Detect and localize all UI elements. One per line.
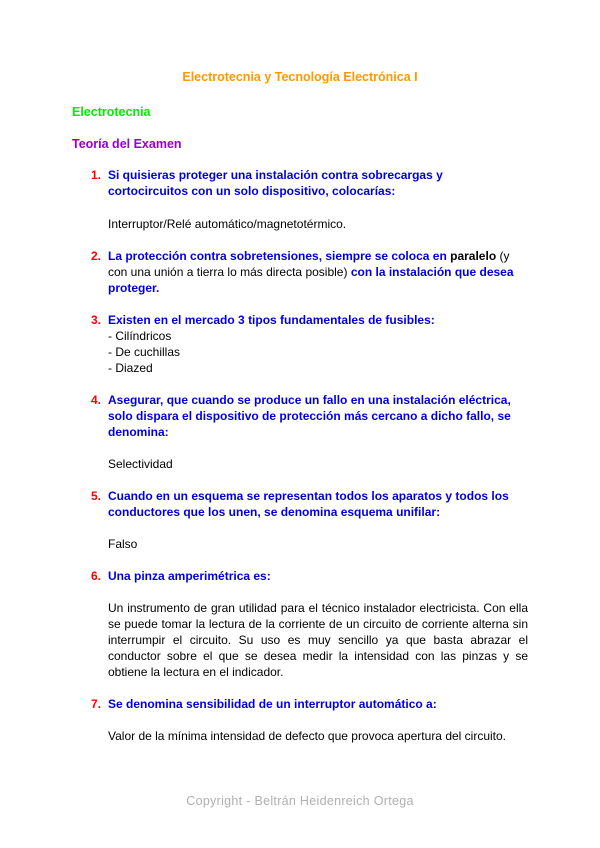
- answer-7: Valor de la mínima intensidad de defecto que provoca apertura del circuito.: [108, 729, 507, 743]
- question-text: Cuando en un esquema se representan todos los aparatos y todos los conductores que los unen, se denomina esquema unifilar:: [108, 489, 509, 519]
- question-number: 7.: [91, 697, 102, 711]
- list-item: - Diazed: [108, 361, 153, 375]
- question-text: Si quisieras proteger una instalación contra sobrecargas y cortocircuitos con un solo dispositivo, colocarías:: [108, 168, 443, 198]
- section-heading: Electrotecnia: [72, 105, 151, 119]
- fuse-types-list: [108, 328, 180, 376]
- question-text: Asegurar, que cuando se produce un fallo en una instalación eléctrica, solo dispara el dispositivo de protección más cercano a dicho fallo, se denomina:: [108, 393, 511, 439]
- question-emphasis: paralelo: [450, 249, 497, 263]
- question-text-part: La protección contra sobretensiones, siempre se coloca en: [108, 249, 451, 263]
- subsection-heading: Teoría del Examen: [72, 137, 182, 151]
- question-text: Una pinza amperimétrica es:: [108, 569, 271, 583]
- copyright-footer: Copyright - Beltrán Heidenreich Ortega: [186, 794, 414, 808]
- list-item: - De cuchillas: [108, 345, 181, 359]
- question-number: 4.: [91, 393, 102, 407]
- question-number: 1.: [91, 168, 102, 182]
- document-title: Electrotecnia y Tecnología Electrónica I: [182, 70, 418, 84]
- question-text-part: con la instalación que desea proteger.: [108, 265, 514, 295]
- list-item: - Cilíndricos: [108, 329, 172, 343]
- question-number: 5.: [91, 489, 102, 503]
- answer-4: Selectividad: [108, 457, 173, 471]
- answer-5: Falso: [108, 537, 138, 551]
- question-number: 6.: [91, 569, 102, 583]
- question-text: [108, 248, 522, 296]
- question-text: Existen en el mercado 3 tipos fundamentales de fusibles:: [108, 313, 435, 327]
- answer-1: Interruptor/Relé automático/magnetotérmico.: [108, 217, 347, 231]
- question-text: Se denomina sensibilidad de un interruptor automático a:: [108, 697, 437, 711]
- question-number: 2.: [91, 249, 102, 263]
- answer-6: Un instrumento de gran utilidad para el técnico instalador electricista. Con ella se puede tomar la lectura de la corriente de un circuito de corriente alterna sin interrumpir el circuito. Su uso es muy sencillo ya que basta abrazar el conductor sobre el que se desea medir la intensidad con las pinzas y se obtiene la lectura en el indicador.: [108, 601, 528, 679]
- question-number: 3.: [91, 313, 102, 327]
- question-note: (y con una unión a tierra lo más directa posible): [108, 249, 510, 279]
